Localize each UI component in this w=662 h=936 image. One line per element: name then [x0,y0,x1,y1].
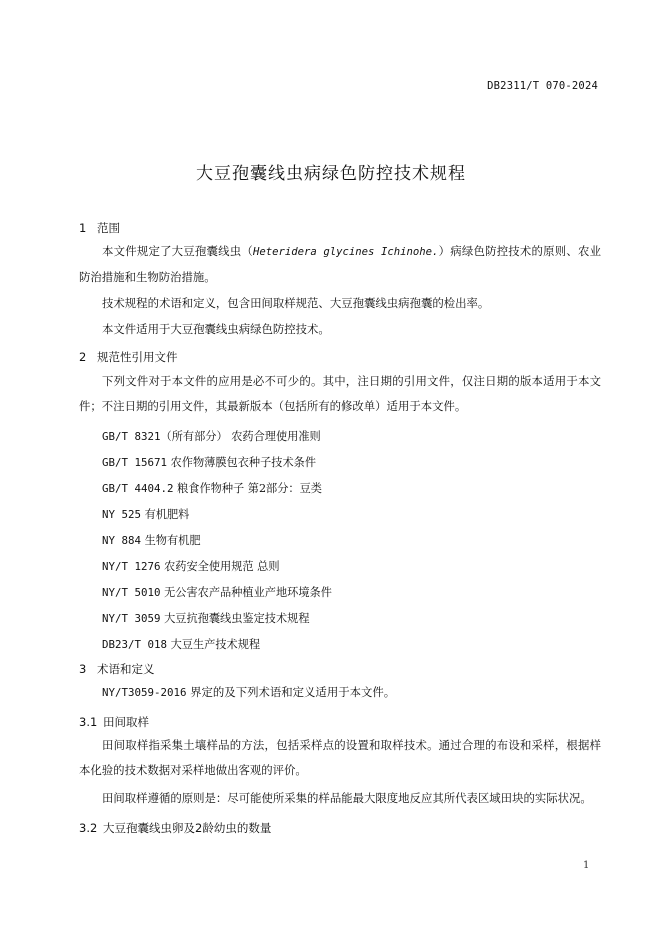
reference-code: NY 525 [102,508,142,521]
reference-item [102,480,322,496]
reference-item [102,532,201,548]
reference-code: GB/T 4404.2 [102,482,174,495]
section-number: 3 [79,662,87,676]
reference-item [102,454,316,470]
page-number: 1 [583,860,590,871]
document-title: 大豆孢囊线虫病绿色防控技术规程 [196,164,466,184]
reference-title: 粮食作物种子 第2部分：豆类 [173,482,322,495]
reference-title: 大豆抗孢囊线虫鉴定技术规程 [160,612,310,625]
subsection-heading-3-1 [79,714,149,730]
reference-title: 无公害农产品种植业产地环境条件 [160,586,332,599]
subsection-title: 田间取样 [103,715,149,729]
paragraph-scope-3: 本文件适用于大豆孢囊线虫病绿色防控技术。 [102,322,330,336]
reference-code: NY/T 1276 [102,560,161,573]
section-heading-2 [79,349,178,365]
section-number: 2 [79,350,87,364]
section-title: 规范性引用文件 [97,350,178,364]
paragraph-scope-1 [79,239,601,290]
reference-item [102,558,280,574]
section-number: 1 [79,221,87,235]
reference-code: NY/T 3059 [102,612,161,625]
section-title: 范围 [97,221,120,235]
document-number: DB2311/T 070-2024 [487,80,598,92]
paragraph-terms [79,680,601,705]
reference-title: （所有部分） 农药合理使用准则 [160,430,321,443]
reference-item [102,428,321,444]
section-title: 术语和定义 [97,662,155,676]
reference-item [102,506,189,522]
section-heading-1 [79,220,120,236]
reference-code: NY 884 [102,534,142,547]
paragraph-text: ）病绿色防控技术的原则、农业防治措施和生物防治措施。 [79,244,601,284]
subsection-number: 3.1 [79,715,98,729]
subsection-heading-3-2 [79,820,271,836]
reference-code: NY/T 5010 [102,586,161,599]
reference-title: 生物有机肥 [141,534,201,547]
latin-name: Heteridera glycines Ichinohe. [252,246,439,258]
reference-item [102,610,310,626]
standard-code: NY/T3059-2016 [102,686,187,699]
reference-title: 大豆生产技术规程 [167,638,261,651]
reference-item [102,584,332,600]
reference-code: GB/T 8321 [102,430,161,443]
reference-code: DB23/T 018 [102,638,168,651]
subsection-title: 大豆孢囊线虫卵及2龄幼虫的数量 [103,821,272,835]
paragraph-field-sampling-2: 田间取样遵循的原则是：尽可能使所采集的样品能最大限度地反应其所代表区域田块的实际状况。 [102,791,592,805]
reference-item [102,636,260,652]
subsection-number: 3.2 [79,821,98,835]
paragraph-text: 界定的及下列术语和定义适用于本文件。 [186,685,396,699]
reference-title: 有机肥料 [141,508,190,521]
paragraph-text: 本文件规定了大豆孢囊线虫（ [102,244,253,258]
reference-title: 农药安全使用规范 总则 [160,560,280,573]
paragraph-normative-refs: 下列文件对于本文件的应用是必不可少的。其中，注日期的引用文件，仅注日期的版本适用于本文件；不注日期的引用文件，其最新版本（包括所有的修改单）适用于本文件。 [79,374,601,413]
paragraph-scope-2: 技术规程的术语和定义，包含田间取样规范、大豆孢囊线虫病孢囊的检出率。 [102,296,490,310]
reference-title: 农作物薄膜包衣种子技术条件 [167,456,317,469]
reference-code: GB/T 15671 [102,456,168,469]
paragraph-field-sampling-1: 田间取样指采集土壤样品的方法，包括采样点的设置和取样技术。通过合理的布设和采样，根据样本化验的技术数据对采样地做出客观的评价。 [79,738,601,777]
section-heading-3 [79,661,155,677]
